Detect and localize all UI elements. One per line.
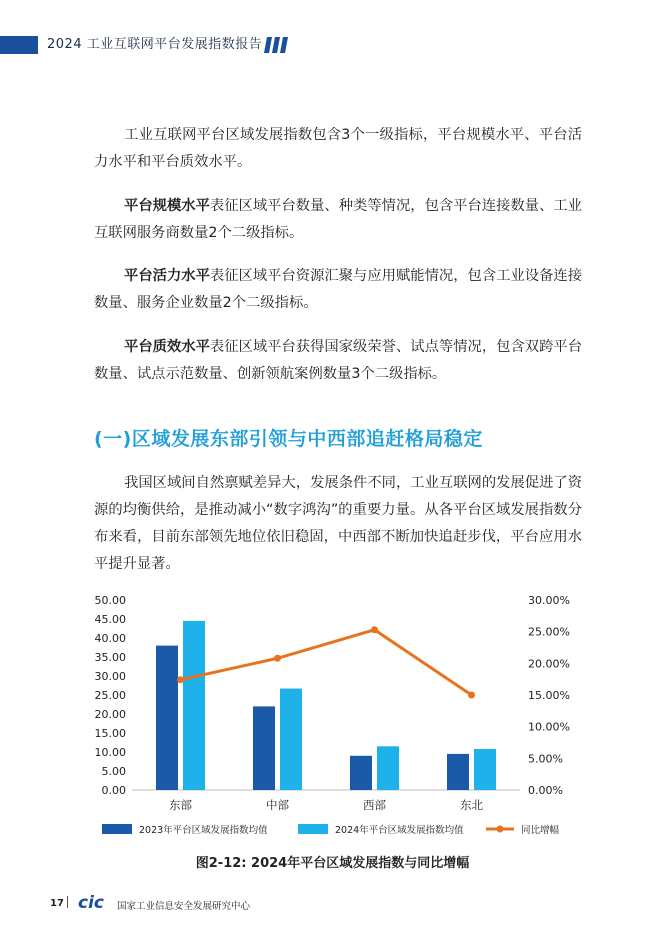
growth-point-0 — [177, 676, 184, 683]
category-label: 中部 — [266, 798, 289, 812]
left-axis-tick-label: 15.00 — [94, 727, 126, 740]
section-heading: (一)区域发展东部引领与中西部追赶格局稳定 — [94, 428, 483, 450]
quality-paragraph — [94, 334, 582, 388]
scale-desc: 表征区域平台数量、种类等情况，包含平台连接数量、工业互联网服务商数量2个二级指标。 — [94, 198, 582, 241]
quality-desc: 表征区域平台获得国家级荣誉、试点等情况，包含双跨平台数量、试点示范数量、创新领航案例数量3个二级指标。 — [94, 339, 582, 382]
left-axis-tick-label: 40.00 — [94, 632, 126, 645]
report-title: 2024 工业互联网平台发展指数报告 — [47, 37, 263, 52]
category-label: 东部 — [169, 798, 192, 812]
legend-label-1: 2024年平台区域发展指数均值 — [335, 825, 464, 836]
left-axis-tick-label: 0.00 — [101, 784, 126, 797]
left-axis-tick-label: 35.00 — [94, 651, 126, 664]
vitality-desc: 表征区域平台资源汇聚与应用赋能情况，包含工业设备连接数量、服务企业数量2个二级指标。 — [94, 268, 582, 311]
legend-swatch-1 — [298, 824, 328, 834]
right-axis-tick-label: 0.00% — [528, 784, 563, 797]
left-axis-tick-label: 45.00 — [94, 613, 126, 626]
right-axis-tick-label: 10.00% — [528, 720, 570, 734]
regional-index-chart — [80, 588, 585, 848]
regional-text: 我国区域间自然禀赋差异大，发展条件不同，工业互联网的发展促进了资源的均衡供给，是推动减小“数字鸿沟”的重要力量。从各平台区域发展指数分布来看，目前东部领先地位依旧稳固，中西部不断加快追赶步伐，平台应用水平提升显著。 — [94, 475, 582, 572]
intro-paragraph — [94, 122, 582, 176]
vitality-paragraph — [94, 263, 582, 317]
bar-2024-3 — [474, 749, 496, 790]
right-axis-tick-label: 15.00% — [528, 689, 570, 702]
right-axis-tick-label: 20.00% — [528, 657, 570, 671]
regional-paragraph — [94, 470, 582, 578]
bar-2024-0 — [183, 621, 205, 790]
growth-point-2 — [371, 626, 378, 633]
intro-text: 工业互联网平台区域发展指数包含3个一级指标，平台规模水平、平台活力水平和平台质效水平。 — [94, 127, 582, 170]
header-slash-decoration — [264, 37, 290, 53]
bar-2024-1 — [280, 689, 302, 790]
left-axis-tick-label: 20.00 — [94, 708, 126, 721]
legend-swatch-0 — [102, 824, 132, 834]
organization-name: 国家工业信息安全发展研究中心 — [117, 901, 251, 912]
growth-point-3 — [468, 692, 475, 699]
bar-2023-3 — [447, 754, 469, 790]
left-axis-tick-label: 50.00 — [94, 594, 126, 607]
bar-2023-2 — [350, 756, 372, 790]
legend-label-0: 2023年平台区域发展指数均值 — [139, 825, 268, 836]
growth-line — [181, 630, 472, 695]
bar-2023-0 — [156, 646, 178, 790]
left-axis-tick-label: 10.00 — [94, 746, 126, 759]
right-axis-tick-label: 5.00% — [528, 752, 563, 766]
scale-term: 平台规模水平 — [124, 198, 210, 214]
figure-caption: 图2-12: 2024年平台区域发展指数与同比增幅 — [195, 856, 470, 871]
cic-logo — [78, 893, 114, 911]
right-axis-tick-label: 25.00% — [528, 625, 570, 639]
header-accent-bar — [0, 36, 38, 54]
left-axis-tick-label: 25.00 — [94, 689, 126, 702]
footer-separator — [67, 896, 68, 908]
bar-2023-1 — [253, 706, 275, 790]
category-label: 东北 — [460, 798, 483, 812]
legend-label-2: 同比增幅 — [521, 825, 560, 836]
right-axis-tick-label: 30.00% — [528, 594, 570, 607]
category-label: 西部 — [363, 798, 386, 812]
growth-point-1 — [274, 655, 281, 662]
bar-2024-2 — [377, 746, 399, 790]
vitality-term: 平台活力水平 — [124, 268, 210, 284]
quality-term: 平台质效水平 — [124, 339, 210, 355]
page-number: 17 — [50, 898, 64, 909]
left-axis-tick-label: 30.00 — [94, 670, 126, 683]
scale-paragraph — [94, 193, 582, 247]
legend-line-marker — [497, 826, 504, 833]
left-axis-tick-label: 5.00 — [101, 765, 126, 778]
svg-text:cic: cic — [78, 893, 104, 911]
